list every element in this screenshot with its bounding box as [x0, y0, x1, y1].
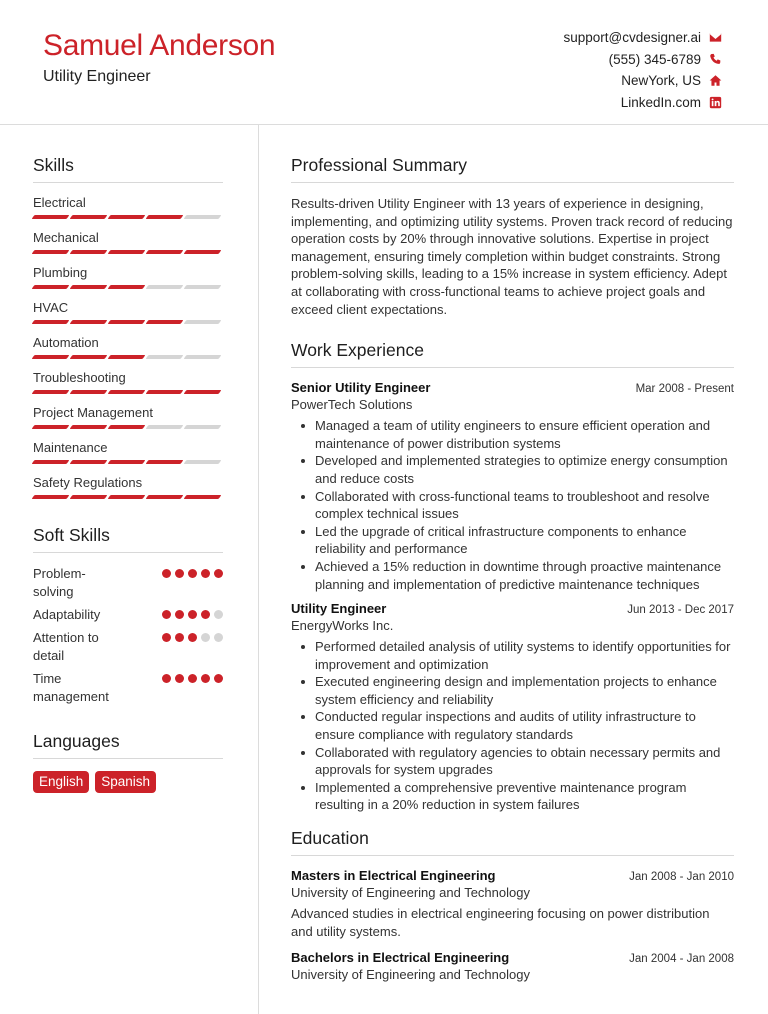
skill-level-segment [108, 390, 146, 394]
soft-skill-level-dots [162, 569, 223, 578]
skill-item [33, 300, 223, 324]
skill-level-segment [70, 425, 108, 429]
education-header [291, 868, 734, 883]
skill-level-segment [70, 355, 108, 359]
education-section [291, 828, 734, 982]
linkedin-icon [708, 95, 722, 109]
education-entry [291, 868, 734, 940]
job-title: Utility Engineer [291, 601, 387, 617]
skill-level-segment [108, 250, 146, 254]
summary-title: Professional Summary [291, 155, 734, 183]
soft-skill-level-dot [175, 674, 184, 683]
education-header [291, 950, 734, 965]
education-entry [291, 950, 734, 982]
resume-header [0, 0, 768, 125]
skill-level-segment [184, 285, 222, 289]
contact-phone-text[interactable]: (555) 345-6789 [608, 51, 701, 67]
soft-skill-level-dot [201, 610, 210, 619]
soft-skill-level-dots [162, 674, 223, 683]
contact-location-text: NewYork, US [621, 73, 701, 89]
skill-level-segment [146, 320, 184, 324]
job-bullet: Performed detailed analysis of utility systems to identify opportunities for improvement and optimization [315, 638, 734, 673]
skill-level-segment [70, 495, 108, 499]
skill-level-segment [184, 215, 222, 219]
home-icon [708, 74, 722, 88]
soft-skill-level-dot [214, 569, 223, 578]
job-entry [291, 601, 734, 814]
jobs-list [291, 380, 734, 814]
skills-title: Skills [33, 155, 223, 183]
education-school: University of Engineering and Technology [291, 967, 530, 983]
job-bullet: Collaborated with regulatory agencies to obtain necessary permits and approvals for system upgrades [315, 744, 734, 779]
soft-skill-level-dot [175, 633, 184, 642]
contact-block [563, 27, 722, 113]
soft-skills-title: Soft Skills [33, 525, 223, 553]
soft-skill-level-dot [201, 674, 210, 683]
education-title: Education [291, 828, 734, 856]
skill-level-segment [32, 215, 70, 219]
education-degree: Masters in Electrical Engineering [291, 868, 496, 884]
skill-level-segment [146, 495, 184, 499]
education-degree: Bachelors in Electrical Engineering [291, 950, 510, 966]
language-badge: English [33, 771, 89, 793]
skill-name: Automation [33, 335, 99, 350]
skill-level-bars [33, 495, 223, 499]
skill-level-segment [70, 460, 108, 464]
skill-level-bars [33, 355, 223, 359]
skill-level-bars [33, 320, 223, 324]
skill-level-segment [70, 285, 108, 289]
soft-skill-level-dot [162, 674, 171, 683]
job-bullet: Implemented a comprehensive preventive maintenance program resulting in a 20% reduction in system failures [315, 779, 734, 814]
skill-name: Maintenance [33, 440, 108, 455]
skills-list [33, 195, 223, 499]
soft-skill-level-dot [188, 674, 197, 683]
skill-name: Electrical [33, 195, 86, 210]
soft-skill-level-dot [188, 633, 197, 642]
envelope-icon [708, 31, 722, 45]
skills-section [33, 155, 223, 499]
soft-skill-level-dot [214, 674, 223, 683]
job-date: Jun 2013 - Dec 2017 [627, 604, 734, 617]
skill-level-bars [33, 460, 223, 464]
soft-skill-level-dot [162, 633, 171, 642]
job-bullet: Led the upgrade of critical infrastructure components to enhance reliability and performance [315, 523, 734, 558]
education-school: University of Engineering and Technology [291, 885, 530, 901]
skill-level-segment [32, 390, 70, 394]
skill-level-segment [184, 390, 222, 394]
skill-level-segment [184, 460, 222, 464]
skill-name: Project Management [33, 405, 153, 420]
skill-level-segment [70, 390, 108, 394]
job-bullets [291, 417, 734, 593]
soft-skill-level-dot [201, 569, 210, 578]
contact-linkedin-text[interactable]: LinkedIn.com [620, 94, 701, 110]
contact-email[interactable] [563, 27, 722, 49]
soft-skill-level-dot [188, 610, 197, 619]
skill-name: Mechanical [33, 230, 99, 245]
soft-skill-level-dot [162, 569, 171, 578]
skill-name: Troubleshooting [33, 370, 126, 385]
skill-name: Safety Regulations [33, 475, 143, 490]
skill-level-segment [32, 355, 70, 359]
skill-item [33, 405, 223, 429]
skill-level-segment [32, 320, 70, 324]
skill-level-bars [33, 285, 223, 289]
soft-skill-item [33, 629, 223, 665]
candidate-role: Utility Engineer [43, 68, 151, 85]
skill-level-segment [32, 285, 70, 289]
work-title: Work Experience [291, 340, 734, 368]
summary-text: Results-driven Utility Engineer with 13 years of experience in designing, implementing, and optimizing utility systems. Proven track record of reducing operation costs by 20% through innovative solutions. Expertise in project management, ensuring timely completion within budget constraints. Strong problem-solving skills, leading to a 15% increase in system efficiency. Adept at collaborating with cross-functional teams to achieve project goals and exceed client expectations. [291, 196, 733, 317]
skill-level-segment [32, 425, 70, 429]
skill-level-segment [184, 355, 222, 359]
language-badge: Spanish [95, 771, 156, 793]
job-bullet: Executed engineering design and implementation projects to enhance system efficiency and reliability [315, 673, 734, 708]
skill-level-bars [33, 215, 223, 219]
soft-skills-list [33, 565, 223, 706]
skill-item [33, 195, 223, 219]
skill-level-segment [146, 215, 184, 219]
skill-item [33, 230, 223, 254]
skill-level-segment [146, 425, 184, 429]
job-company: EnergyWorks Inc. [291, 618, 394, 634]
contact-linkedin[interactable] [563, 92, 722, 114]
education-date: Jan 2008 - Jan 2010 [629, 871, 734, 884]
skill-level-segment [32, 460, 70, 464]
soft-skill-name: Attention to detail [33, 630, 99, 663]
skill-level-segment [108, 215, 146, 219]
skill-level-segment [146, 250, 184, 254]
job-bullets [291, 638, 734, 814]
skill-item [33, 475, 223, 499]
soft-skill-name: Adaptability [33, 607, 101, 622]
skill-item [33, 440, 223, 464]
skill-level-segment [184, 425, 222, 429]
job-bullet: Developed and implemented strategies to optimize energy consumption and reduce costs [315, 452, 734, 487]
work-section [291, 340, 734, 814]
soft-skill-level-dot [175, 569, 184, 578]
skill-name: Plumbing [33, 265, 88, 280]
skill-level-bars [33, 425, 223, 429]
phone-icon [708, 52, 722, 66]
skill-level-bars [33, 250, 223, 254]
skill-level-segment [70, 320, 108, 324]
soft-skills-section [33, 525, 223, 706]
skill-level-segment [108, 320, 146, 324]
languages-title: Languages [33, 731, 223, 759]
job-bullet: Achieved a 15% reduction in downtime through proactive maintenance planning and implementation of predictive maintenance techniques [315, 558, 734, 593]
job-bullet: Collaborated with cross-functional teams to troubleshoot and resolve complex technical issues [315, 488, 734, 523]
contact-location [563, 70, 722, 92]
skill-level-segment [146, 390, 184, 394]
skill-level-segment [146, 355, 184, 359]
education-description: Advanced studies in electrical engineering focusing on power distribution and utility systems. [291, 906, 710, 939]
skill-level-segment [108, 460, 146, 464]
soft-skill-level-dots [162, 610, 223, 619]
skill-level-segment [184, 320, 222, 324]
education-list [291, 868, 734, 982]
job-bullet: Conducted regular inspections and audits of utility infrastructure to ensure compliance with regulatory standards [315, 708, 734, 743]
job-header [291, 380, 734, 395]
skill-level-segment [146, 285, 184, 289]
skill-level-segment [32, 250, 70, 254]
skill-item [33, 335, 223, 359]
skill-level-segment [146, 460, 184, 464]
soft-skill-level-dot [214, 610, 223, 619]
languages-list [33, 771, 223, 793]
soft-skill-level-dots [162, 633, 223, 642]
job-title: Senior Utility Engineer [291, 380, 431, 396]
job-company: PowerTech Solutions [291, 397, 413, 413]
soft-skill-name: Problem-solving [33, 566, 86, 599]
job-header [291, 601, 734, 616]
job-bullet: Managed a team of utility engineers to ensure efficient operation and maintenance of power distribution systems [315, 417, 734, 452]
soft-skill-level-dot [188, 569, 197, 578]
summary-section [291, 155, 734, 318]
right-column [291, 155, 734, 990]
column-divider [258, 125, 259, 1014]
skill-level-bars [33, 390, 223, 394]
skill-level-segment [70, 215, 108, 219]
skill-level-segment [108, 425, 146, 429]
soft-skill-item [33, 606, 223, 624]
soft-skill-level-dot [162, 610, 171, 619]
soft-skill-level-dot [214, 633, 223, 642]
candidate-name: Samuel Anderson [43, 29, 276, 62]
contact-phone[interactable] [563, 49, 722, 71]
soft-skill-item [33, 565, 223, 601]
skill-level-segment [108, 495, 146, 499]
skill-level-segment [70, 250, 108, 254]
skill-level-segment [108, 285, 146, 289]
skill-item [33, 265, 223, 289]
job-date: Mar 2008 - Present [635, 383, 734, 396]
soft-skill-item [33, 670, 223, 706]
soft-skill-level-dot [201, 633, 210, 642]
languages-section [33, 731, 223, 793]
skill-level-segment [108, 355, 146, 359]
soft-skill-name: Time management [33, 671, 109, 704]
skill-level-segment [184, 495, 222, 499]
soft-skill-level-dot [175, 610, 184, 619]
skill-name: HVAC [33, 300, 69, 315]
job-entry [291, 380, 734, 593]
skill-level-segment [32, 495, 70, 499]
left-column [33, 155, 223, 793]
education-date: Jan 2004 - Jan 2008 [629, 953, 734, 966]
contact-email-text[interactable]: support@cvdesigner.ai [563, 30, 701, 46]
skill-item [33, 370, 223, 394]
skill-level-segment [184, 250, 222, 254]
